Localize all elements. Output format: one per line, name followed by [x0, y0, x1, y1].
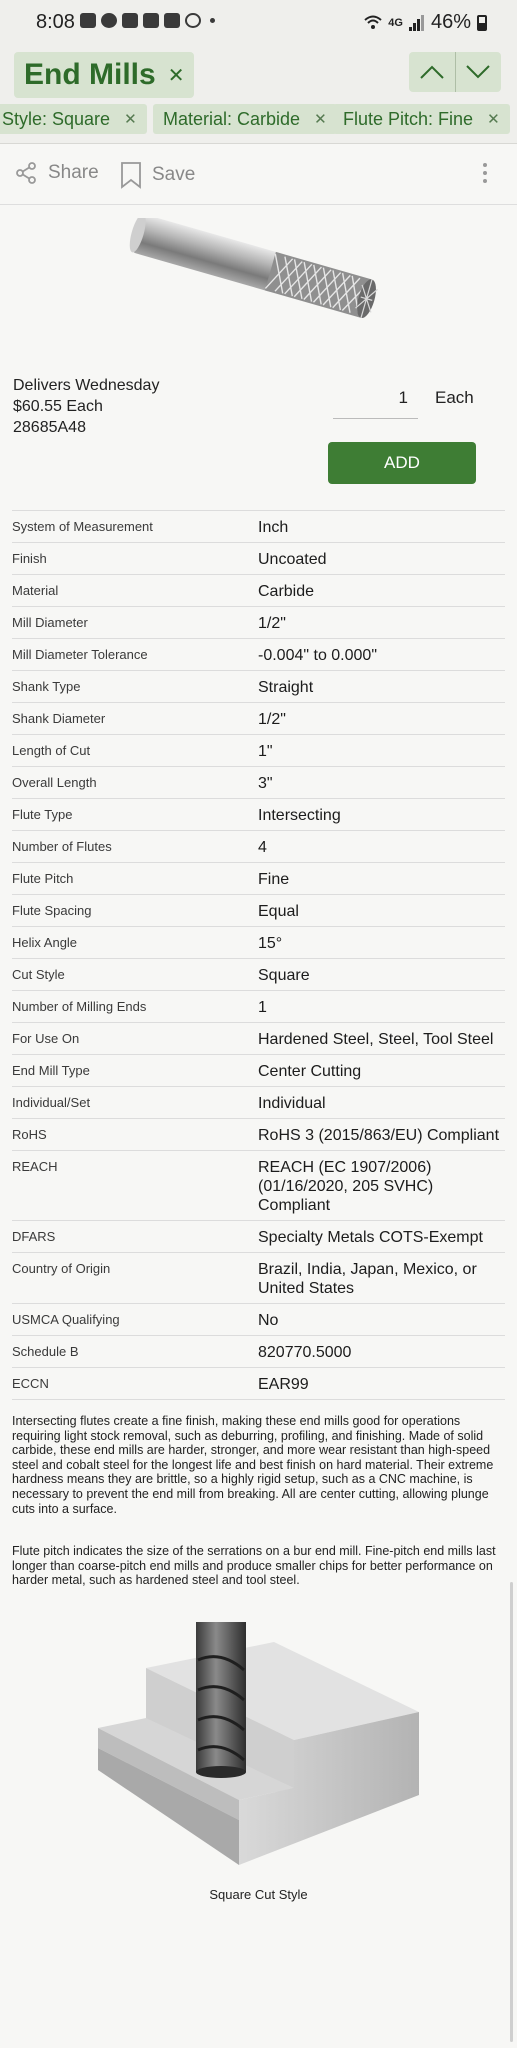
- spec-row: [12, 1336, 505, 1368]
- specifications-table: [12, 510, 505, 1400]
- remove-filter-icon[interactable]: ✕: [314, 111, 327, 128]
- spec-row: [12, 703, 505, 735]
- filter-chip[interactable]: [333, 104, 510, 134]
- spec-row: [12, 959, 505, 991]
- spec-label: Shank Diameter: [12, 711, 106, 726]
- spec-value: Carbide: [258, 583, 315, 600]
- spec-value: Intersecting: [258, 807, 341, 824]
- spec-value: Straight: [258, 679, 314, 696]
- spec-label: Cut Style: [12, 967, 65, 982]
- spec-row: [12, 831, 505, 863]
- spec-row: [12, 1087, 505, 1119]
- notification-icons: [80, 13, 215, 28]
- spec-label: Schedule B: [12, 1344, 79, 1359]
- spec-row: [12, 1055, 505, 1087]
- spec-row: [12, 991, 505, 1023]
- bookmark-icon: [120, 161, 142, 189]
- notification-app-icon: [80, 13, 96, 28]
- spec-value: No: [258, 1312, 279, 1329]
- filter-chip[interactable]: [0, 104, 147, 134]
- spec-value: REACH (EC 1907/2006) (01/16/2020, 205 SVHC) Compliant: [258, 1159, 434, 1214]
- spec-value: Fine: [258, 871, 290, 888]
- spec-label: DFARS: [12, 1229, 56, 1244]
- spec-label: Helix Angle: [12, 935, 78, 950]
- spec-row: [12, 1023, 505, 1055]
- spec-row: [12, 895, 505, 927]
- result-navigation: [409, 52, 501, 92]
- spec-label: System of Measurement: [12, 519, 153, 534]
- filter-chips: [0, 104, 517, 136]
- spec-label: ECCN: [12, 1376, 49, 1391]
- filter-chip[interactable]: [153, 104, 337, 134]
- add-to-order-button[interactable]: ADD: [328, 442, 476, 484]
- description-paragraph: Intersecting flutes create a fine finish, making these end mills good for operations requiring light stock removal, such as deburring, profiling, and finishing. Made of solid carbide, these end mills are harder, stronger, and more wear resistant than high-speed steel and cobalt steel for the longest life and best finish on hard material. Their extreme hardness means they are brittle, so a highly rigid setup, such as a CNC machine, is necessary to prevent the end mill from breaking. All are center cutting, allowing plunge cuts into a surface.: [12, 1414, 494, 1516]
- category-title-chip[interactable]: [14, 52, 194, 98]
- wifi-icon: [364, 15, 382, 31]
- spec-label: Shank Type: [12, 679, 81, 694]
- previous-button[interactable]: [409, 52, 455, 92]
- spec-value: 4: [258, 839, 267, 856]
- spec-value: Uncoated: [258, 551, 327, 568]
- spec-row: [12, 1304, 505, 1336]
- filter-chip-label: Style: Square: [2, 108, 111, 129]
- spec-label: Number of Milling Ends: [12, 999, 147, 1014]
- spec-row: [12, 1151, 505, 1221]
- share-label: Share: [48, 162, 99, 183]
- more-options-icon[interactable]: [483, 163, 487, 183]
- spec-value: 1": [258, 743, 273, 760]
- close-icon[interactable]: ✕: [167, 64, 185, 87]
- spec-row: [12, 767, 505, 799]
- spec-value: Equal: [258, 903, 299, 920]
- spec-label: End Mill Type: [12, 1063, 90, 1078]
- spec-label: USMCA Qualifying: [12, 1312, 120, 1327]
- spec-label: Mill Diameter: [12, 615, 88, 630]
- delivery-date: Delivers Wednesday: [13, 377, 160, 394]
- status-bar: [0, 0, 517, 46]
- spec-value: Square: [258, 967, 310, 984]
- spec-value: Hardened Steel, Steel, Tool Steel: [258, 1031, 494, 1048]
- price: $60.55 Each: [13, 398, 103, 415]
- battery-icon: [477, 15, 487, 31]
- spec-row: [12, 927, 505, 959]
- spec-value: -0.004" to 0.000": [258, 647, 377, 664]
- spec-value: RoHS 3 (2015/863/EU) Compliant: [258, 1127, 500, 1144]
- spec-value: 1: [258, 999, 267, 1016]
- share-icon: [14, 161, 38, 185]
- spec-value: 3": [258, 775, 273, 792]
- more-dot-icon: [210, 18, 215, 23]
- spec-row: [12, 511, 505, 543]
- spec-value: 820770.5000: [258, 1344, 352, 1361]
- network-type: 4G: [388, 16, 403, 29]
- part-number: 28685A48: [13, 419, 86, 436]
- status-indicators: [364, 11, 487, 34]
- spec-row: [12, 1368, 505, 1400]
- spec-label: Finish: [12, 551, 47, 566]
- spec-value: EAR99: [258, 1376, 309, 1393]
- spec-row: [12, 575, 505, 607]
- action-bar: [0, 145, 517, 205]
- scrollbar[interactable]: [510, 1582, 513, 2042]
- filter-chip-label: Flute Pitch: Fine: [343, 108, 474, 129]
- spec-row: [12, 735, 505, 767]
- spec-label: For Use On: [12, 1031, 80, 1046]
- share-button[interactable]: [14, 161, 99, 185]
- spec-label: REACH: [12, 1159, 58, 1174]
- spec-value: Individual: [258, 1095, 326, 1112]
- notification-app-icon: [101, 13, 117, 28]
- square-cut-style-illustration: [94, 1620, 424, 1870]
- header: [0, 46, 517, 144]
- youtube-icon: [143, 13, 159, 28]
- spec-row: [12, 639, 505, 671]
- spec-value: Inch: [258, 519, 289, 536]
- spec-label: Country of Origin: [12, 1261, 111, 1276]
- save-button[interactable]: [120, 161, 195, 189]
- spec-label: RoHS: [12, 1127, 47, 1142]
- next-button[interactable]: [455, 52, 502, 92]
- description-paragraph: Flute pitch indicates the size of the serrations on a bur end mill. Fine-pitch end mills last longer than coarse-pitch end mills and produce smaller chips for better performance on harder metal, such as hardened steel and tool steel.: [12, 1544, 496, 1588]
- spec-label: Material: [12, 583, 59, 598]
- save-label: Save: [152, 164, 196, 185]
- spec-row: [12, 1221, 505, 1253]
- end-mill-product-image: [118, 218, 398, 338]
- signal-icon: [409, 15, 425, 31]
- spec-row: [12, 799, 505, 831]
- battery-level: 46%: [430, 11, 471, 33]
- spec-value: 15°: [258, 935, 283, 952]
- spec-row: [12, 1253, 505, 1304]
- youtube-icon: [122, 13, 138, 28]
- purchase-info: [13, 375, 159, 438]
- spec-label: Length of Cut: [12, 743, 91, 758]
- spec-row: [12, 671, 505, 703]
- spec-label: Number of Flutes: [12, 839, 112, 854]
- page-title: End Mills: [24, 58, 156, 91]
- remove-filter-icon[interactable]: ✕: [487, 111, 500, 128]
- spec-value: 1/2": [258, 711, 286, 728]
- chevron-up-icon: [419, 64, 445, 80]
- spec-label: Mill Diameter Tolerance: [12, 647, 148, 662]
- spec-label: Flute Spacing: [12, 903, 92, 918]
- spec-value: 1/2": [258, 615, 286, 632]
- status-time: 8:08: [36, 11, 75, 33]
- filter-chip-label: Material: Carbide: [163, 108, 301, 129]
- spec-label: Overall Length: [12, 775, 97, 790]
- spec-row: [12, 1119, 505, 1151]
- sync-icon: [185, 13, 201, 28]
- figure-caption: Square Cut Style: [209, 1887, 308, 1902]
- spec-label: Individual/Set: [12, 1095, 91, 1110]
- spec-value: Specialty Metals COTS-Exempt: [258, 1229, 483, 1246]
- quantity-unit: Each: [435, 388, 474, 407]
- spec-value: Center Cutting: [258, 1063, 362, 1080]
- quantity-input[interactable]: 1: [333, 385, 418, 419]
- spec-row: [12, 543, 505, 575]
- spec-value: Brazil, India, Japan, Mexico, or United States: [258, 1261, 477, 1297]
- chevron-down-icon: [465, 64, 491, 80]
- remove-filter-icon[interactable]: ✕: [124, 111, 137, 128]
- spec-row: [12, 607, 505, 639]
- gmail-icon: [164, 13, 180, 28]
- spec-row: [12, 863, 505, 895]
- spec-label: Flute Type: [12, 807, 73, 822]
- spec-label: Flute Pitch: [12, 871, 74, 886]
